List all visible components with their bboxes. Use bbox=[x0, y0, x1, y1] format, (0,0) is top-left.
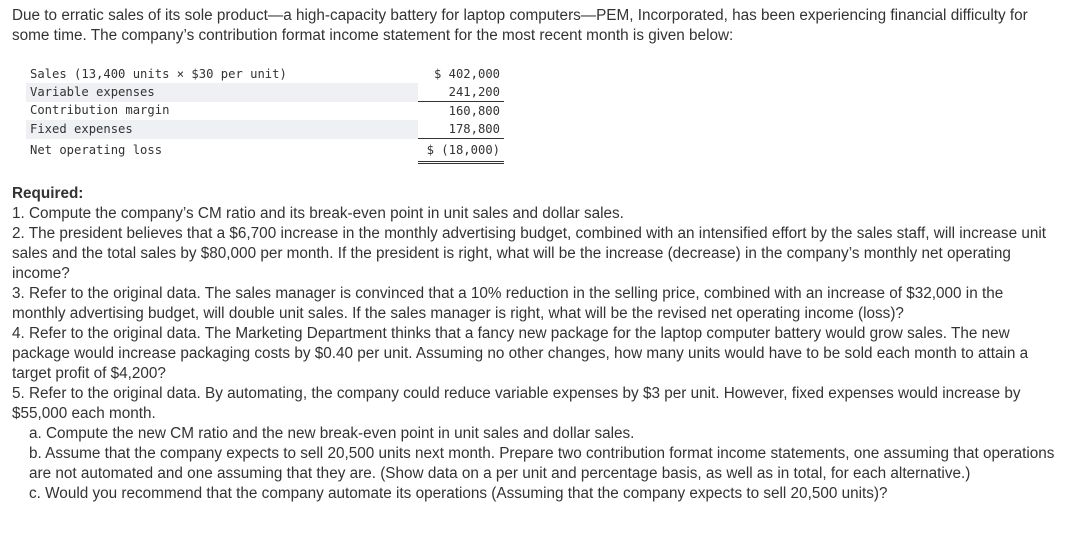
statement-label: Variable expenses bbox=[26, 83, 418, 102]
statement-row-contribution-margin bbox=[26, 102, 504, 121]
statement-row-sales bbox=[26, 65, 504, 83]
problem-intro: Due to erratic sales of its sole product—a high-capacity battery for laptop computers—PEM, Incorporated, has been experiencing financial difficulty for some time. The company’s contribution format income statement for the most recent month is given below: bbox=[12, 7, 1028, 44]
statement-amount: 160,800 bbox=[448, 103, 500, 118]
question-5: 5. Refer to the original data. By automating, the company could reduce variable expenses by $3 per unit. However, fixed expenses would increase by $55,000 each month. bbox=[12, 385, 1021, 422]
question-4: 4. Refer to the original data. The Marketing Department thinks that a fancy new package for the laptop computer battery would grow sales. The new package would increase packaging costs by $0.40 per unit. Assuming no other changes, how many units would have to be sold each month to attain a target profit of $4,200? bbox=[12, 325, 1029, 382]
question-2: 2. The president believes that a $6,700 increase in the monthly advertising budget, combined with an intensified effort by the sales staff, will increase unit sales and the total sales by $80,000 per month. If the president is right, what will be the increase (decrease) in the company’s monthly net operating income? bbox=[12, 225, 1047, 282]
statement-amount: $ 402,000 bbox=[433, 66, 500, 81]
statement-amount: 241,200 bbox=[418, 83, 504, 102]
statement-row-fixed-expenses bbox=[26, 120, 504, 139]
questions-list bbox=[12, 204, 1058, 504]
statement-label: Sales (13,400 units × $30 per unit) bbox=[30, 66, 287, 81]
statement-label: Net operating loss bbox=[30, 143, 163, 157]
statement-label: Contribution margin bbox=[30, 103, 170, 118]
statement-row-net-operating-loss bbox=[26, 139, 504, 163]
statement-row-variable-expenses bbox=[26, 83, 504, 102]
statement-amount: 178,800 bbox=[418, 120, 504, 139]
required-heading: Required: bbox=[12, 185, 84, 202]
statement-label: Fixed expenses bbox=[26, 120, 418, 139]
question-5b: b. Assume that the company expects to sell 20,500 units next month. Prepare two contribution format income statements, one assuming that operations are not automated and one assuming that they are. (Show data on a per unit and percentage basis, as well as in total, for each alternative.) bbox=[29, 445, 1055, 482]
question-5c: c. Would you recommend that the company automate its operations (Assuming that the company expects to sell 20,500 units)? bbox=[29, 485, 888, 502]
question-3: 3. Refer to the original data. The sales manager is convinced that a 10% reduction in the selling price, combined with an increase of $32,000 in the monthly advertising budget, will double unit sales. If the sales manager is right, what will be the revised net operating income (loss)? bbox=[12, 285, 1004, 322]
question-5a: a. Compute the new CM ratio and the new break-even point in unit sales and dollar sales. bbox=[29, 425, 635, 442]
question-1: 1. Compute the company’s CM ratio and its break-even point in unit sales and dollar sales. bbox=[12, 205, 624, 222]
statement-amount: $ (18,000) bbox=[418, 139, 504, 163]
income-statement bbox=[26, 65, 504, 164]
